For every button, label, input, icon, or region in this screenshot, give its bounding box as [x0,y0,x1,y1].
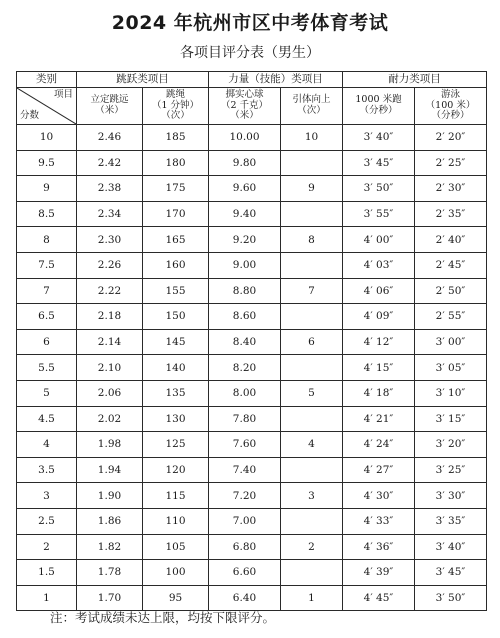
column-header-standing-jump [77,88,143,125]
value-cell: 2.02 [77,406,143,432]
score-cell: 1.5 [17,560,77,586]
corner-item-label: 项目 [53,89,73,100]
category-label: 类别 [17,72,77,88]
column-header-line: （1 分钟） [151,99,200,111]
value-cell: 175 [143,176,209,202]
value-cell: 3′ 45″ [415,560,487,586]
value-cell: 4 [281,432,343,458]
value-cell: 3′ 50″ [343,176,415,202]
category-jumping: 跳跃类项目 [77,72,209,88]
category-endurance: 耐力类项目 [343,72,487,88]
score-cell: 4 [17,432,77,458]
value-cell [281,150,343,176]
value-cell: 140 [143,355,209,381]
value-cell: 185 [143,125,209,151]
table-row [17,329,487,355]
value-cell: 4′ 21″ [343,406,415,432]
value-cell: 9.80 [209,150,281,176]
value-cell: 105 [143,534,209,560]
value-cell: 9.20 [209,227,281,253]
value-cell: 10 [281,125,343,151]
page-title: 2024 年杭州市区中考体育考试 [111,12,389,34]
value-cell: 110 [143,508,209,534]
value-cell: 7.40 [209,457,281,483]
value-cell: 2.38 [77,176,143,202]
value-cell: 125 [143,432,209,458]
column-header-shot-put [209,88,281,125]
value-cell: 2.42 [77,150,143,176]
value-cell: 1.98 [77,432,143,458]
value-cell: 155 [143,278,209,304]
column-header-line: 掷实心球 [225,88,264,100]
value-cell: 3′ 55″ [343,201,415,227]
value-cell: 1 [281,585,343,611]
corner-cell [17,88,77,125]
table-row [17,227,487,253]
value-cell: 165 [143,227,209,253]
value-cell: 1.70 [77,585,143,611]
value-cell: 2′ 35″ [415,201,487,227]
score-cell: 2 [17,534,77,560]
value-cell: 4′ 09″ [343,304,415,330]
score-cell: 6 [17,329,77,355]
value-cell: 1.94 [77,457,143,483]
score-cell: 8.5 [17,201,77,227]
value-cell: 2.18 [77,304,143,330]
value-cell: 2.06 [77,380,143,406]
score-cell: 1 [17,585,77,611]
column-header-line: 跳绳 [165,88,185,100]
score-cell: 5 [17,380,77,406]
score-cell: 3.5 [17,457,77,483]
table-subtitle: 各项目评分表（男生） [180,45,320,61]
value-cell: 3′ 00″ [415,329,487,355]
value-cell: 3′ 10″ [415,380,487,406]
value-cell: 9.60 [209,176,281,202]
value-cell: 7.00 [209,508,281,534]
column-header-swimming [415,88,487,125]
corner-score-label: 分数 [20,110,40,122]
table-row [17,380,487,406]
value-cell: 4′ 36″ [343,534,415,560]
score-cell: 6.5 [17,304,77,330]
value-cell: 6.40 [209,585,281,611]
score-cell: 5.5 [17,355,77,381]
value-cell: 6.60 [209,560,281,586]
table-row [17,150,487,176]
value-cell: 3′ 50″ [415,585,487,611]
value-cell: 115 [143,483,209,509]
table-row [17,355,487,381]
value-cell: 2′ 45″ [415,252,487,278]
value-cell: 135 [143,380,209,406]
value-cell: 4′ 15″ [343,355,415,381]
table-row [17,432,487,458]
value-cell: 5 [281,380,343,406]
value-cell: 1.86 [77,508,143,534]
table-row [17,304,487,330]
value-cell: 2′ 55″ [415,304,487,330]
value-cell [281,201,343,227]
value-cell [281,355,343,381]
value-cell: 4′ 12″ [343,329,415,355]
value-cell [281,406,343,432]
score-cell: 9.5 [17,150,77,176]
table-row [17,406,487,432]
value-cell: 2.14 [77,329,143,355]
value-cell: 7.80 [209,406,281,432]
table-row [17,508,487,534]
value-cell: 2′ 40″ [415,227,487,253]
table-row [17,585,487,611]
value-cell: 10.00 [209,125,281,151]
value-cell: 3 [281,483,343,509]
value-cell: 9.00 [209,252,281,278]
value-cell: 8.40 [209,329,281,355]
value-cell: 3′ 20″ [415,432,487,458]
value-cell: 4′ 33″ [343,508,415,534]
column-header-line: （次） [297,105,326,116]
value-cell: 7.20 [209,483,281,509]
table-row [17,483,487,509]
table-row [17,457,487,483]
value-cell: 3′ 30″ [415,483,487,509]
column-header-pull-up [281,88,343,125]
table-row [17,201,487,227]
value-cell: 2.26 [77,252,143,278]
value-cell: 8.80 [209,278,281,304]
score-cell: 7.5 [17,252,77,278]
column-header-line: （米） [95,105,124,116]
value-cell: 7 [281,278,343,304]
value-cell: 4′ 24″ [343,432,415,458]
score-cell: 2.5 [17,508,77,534]
value-cell: 8.00 [209,380,281,406]
score-cell: 8 [17,227,77,253]
value-cell: 3′ 15″ [415,406,487,432]
table-row [17,125,487,151]
value-cell: 6.80 [209,534,281,560]
table-row [17,252,487,278]
score-cell: 10 [17,125,77,151]
table-row [17,560,487,586]
value-cell: 8.60 [209,304,281,330]
value-cell: 1.82 [77,534,143,560]
value-cell: 2′ 50″ [415,278,487,304]
value-cell: 3′ 40″ [415,534,487,560]
value-cell: 2.34 [77,201,143,227]
value-cell: 2′ 20″ [415,125,487,151]
value-cell: 9.40 [209,201,281,227]
value-cell [281,304,343,330]
score-cell: 7 [17,278,77,304]
value-cell: 2.30 [77,227,143,253]
category-strength: 力量（技能）类项目 [209,72,343,88]
score-table [16,71,487,611]
column-header-line: 立定跳远 [90,94,129,106]
value-cell: 2 [281,534,343,560]
value-cell: 180 [143,150,209,176]
table-row [17,278,487,304]
footnote: 注：考试成绩未达上限，均按下限评分。 [50,610,276,625]
value-cell: 3′ 45″ [343,150,415,176]
value-cell: 7.60 [209,432,281,458]
value-cell: 2.10 [77,355,143,381]
table-row [17,534,487,560]
value-cell: 4′ 45″ [343,585,415,611]
column-header-run-1000m [343,88,415,125]
value-cell: 4′ 27″ [343,457,415,483]
value-cell: 4′ 18″ [343,380,415,406]
column-header-line: （次） [161,110,190,122]
score-cell: 9 [17,176,77,202]
value-cell: 130 [143,406,209,432]
value-cell: 3′ 35″ [415,508,487,534]
value-cell: 2.22 [77,278,143,304]
value-cell [281,508,343,534]
value-cell: 9 [281,176,343,202]
value-cell: 4′ 00″ [343,227,415,253]
value-cell: 4′ 39″ [343,560,415,586]
column-header-rope-skipping [143,88,209,125]
value-cell: 160 [143,252,209,278]
value-cell [281,560,343,586]
column-header-line: 引体向上 [292,94,331,106]
value-cell: 170 [143,201,209,227]
value-cell: 100 [143,560,209,586]
value-cell: 4′ 06″ [343,278,415,304]
value-cell [281,457,343,483]
column-header-line: （分秒） [431,110,470,122]
value-cell: 1.90 [77,483,143,509]
value-cell [281,252,343,278]
value-cell: 120 [143,457,209,483]
column-header-line: 1000 米跑 [355,94,402,106]
table-row [17,176,487,202]
value-cell: 150 [143,304,209,330]
column-header-line: （2 千克） [220,99,269,111]
value-cell: 145 [143,329,209,355]
column-header-line: （100 米） [425,99,476,111]
value-cell: 95 [143,585,209,611]
column-header-line: （米） [230,110,259,122]
column-header-line: 游泳 [440,88,460,100]
value-cell: 8 [281,227,343,253]
value-cell: 3′ 05″ [415,355,487,381]
value-cell: 4′ 30″ [343,483,415,509]
value-cell: 2′ 25″ [415,150,487,176]
header-row [17,88,487,125]
value-cell: 8.20 [209,355,281,381]
value-cell: 6 [281,329,343,355]
score-cell: 3 [17,483,77,509]
value-cell: 2′ 30″ [415,176,487,202]
value-cell: 3′ 25″ [415,457,487,483]
category-row [17,72,487,88]
value-cell: 1.78 [77,560,143,586]
column-header-line: （分秒） [359,105,398,116]
value-cell: 2.46 [77,125,143,151]
value-cell: 4′ 03″ [343,252,415,278]
value-cell: 3′ 40″ [343,125,415,151]
score-cell: 4.5 [17,406,77,432]
